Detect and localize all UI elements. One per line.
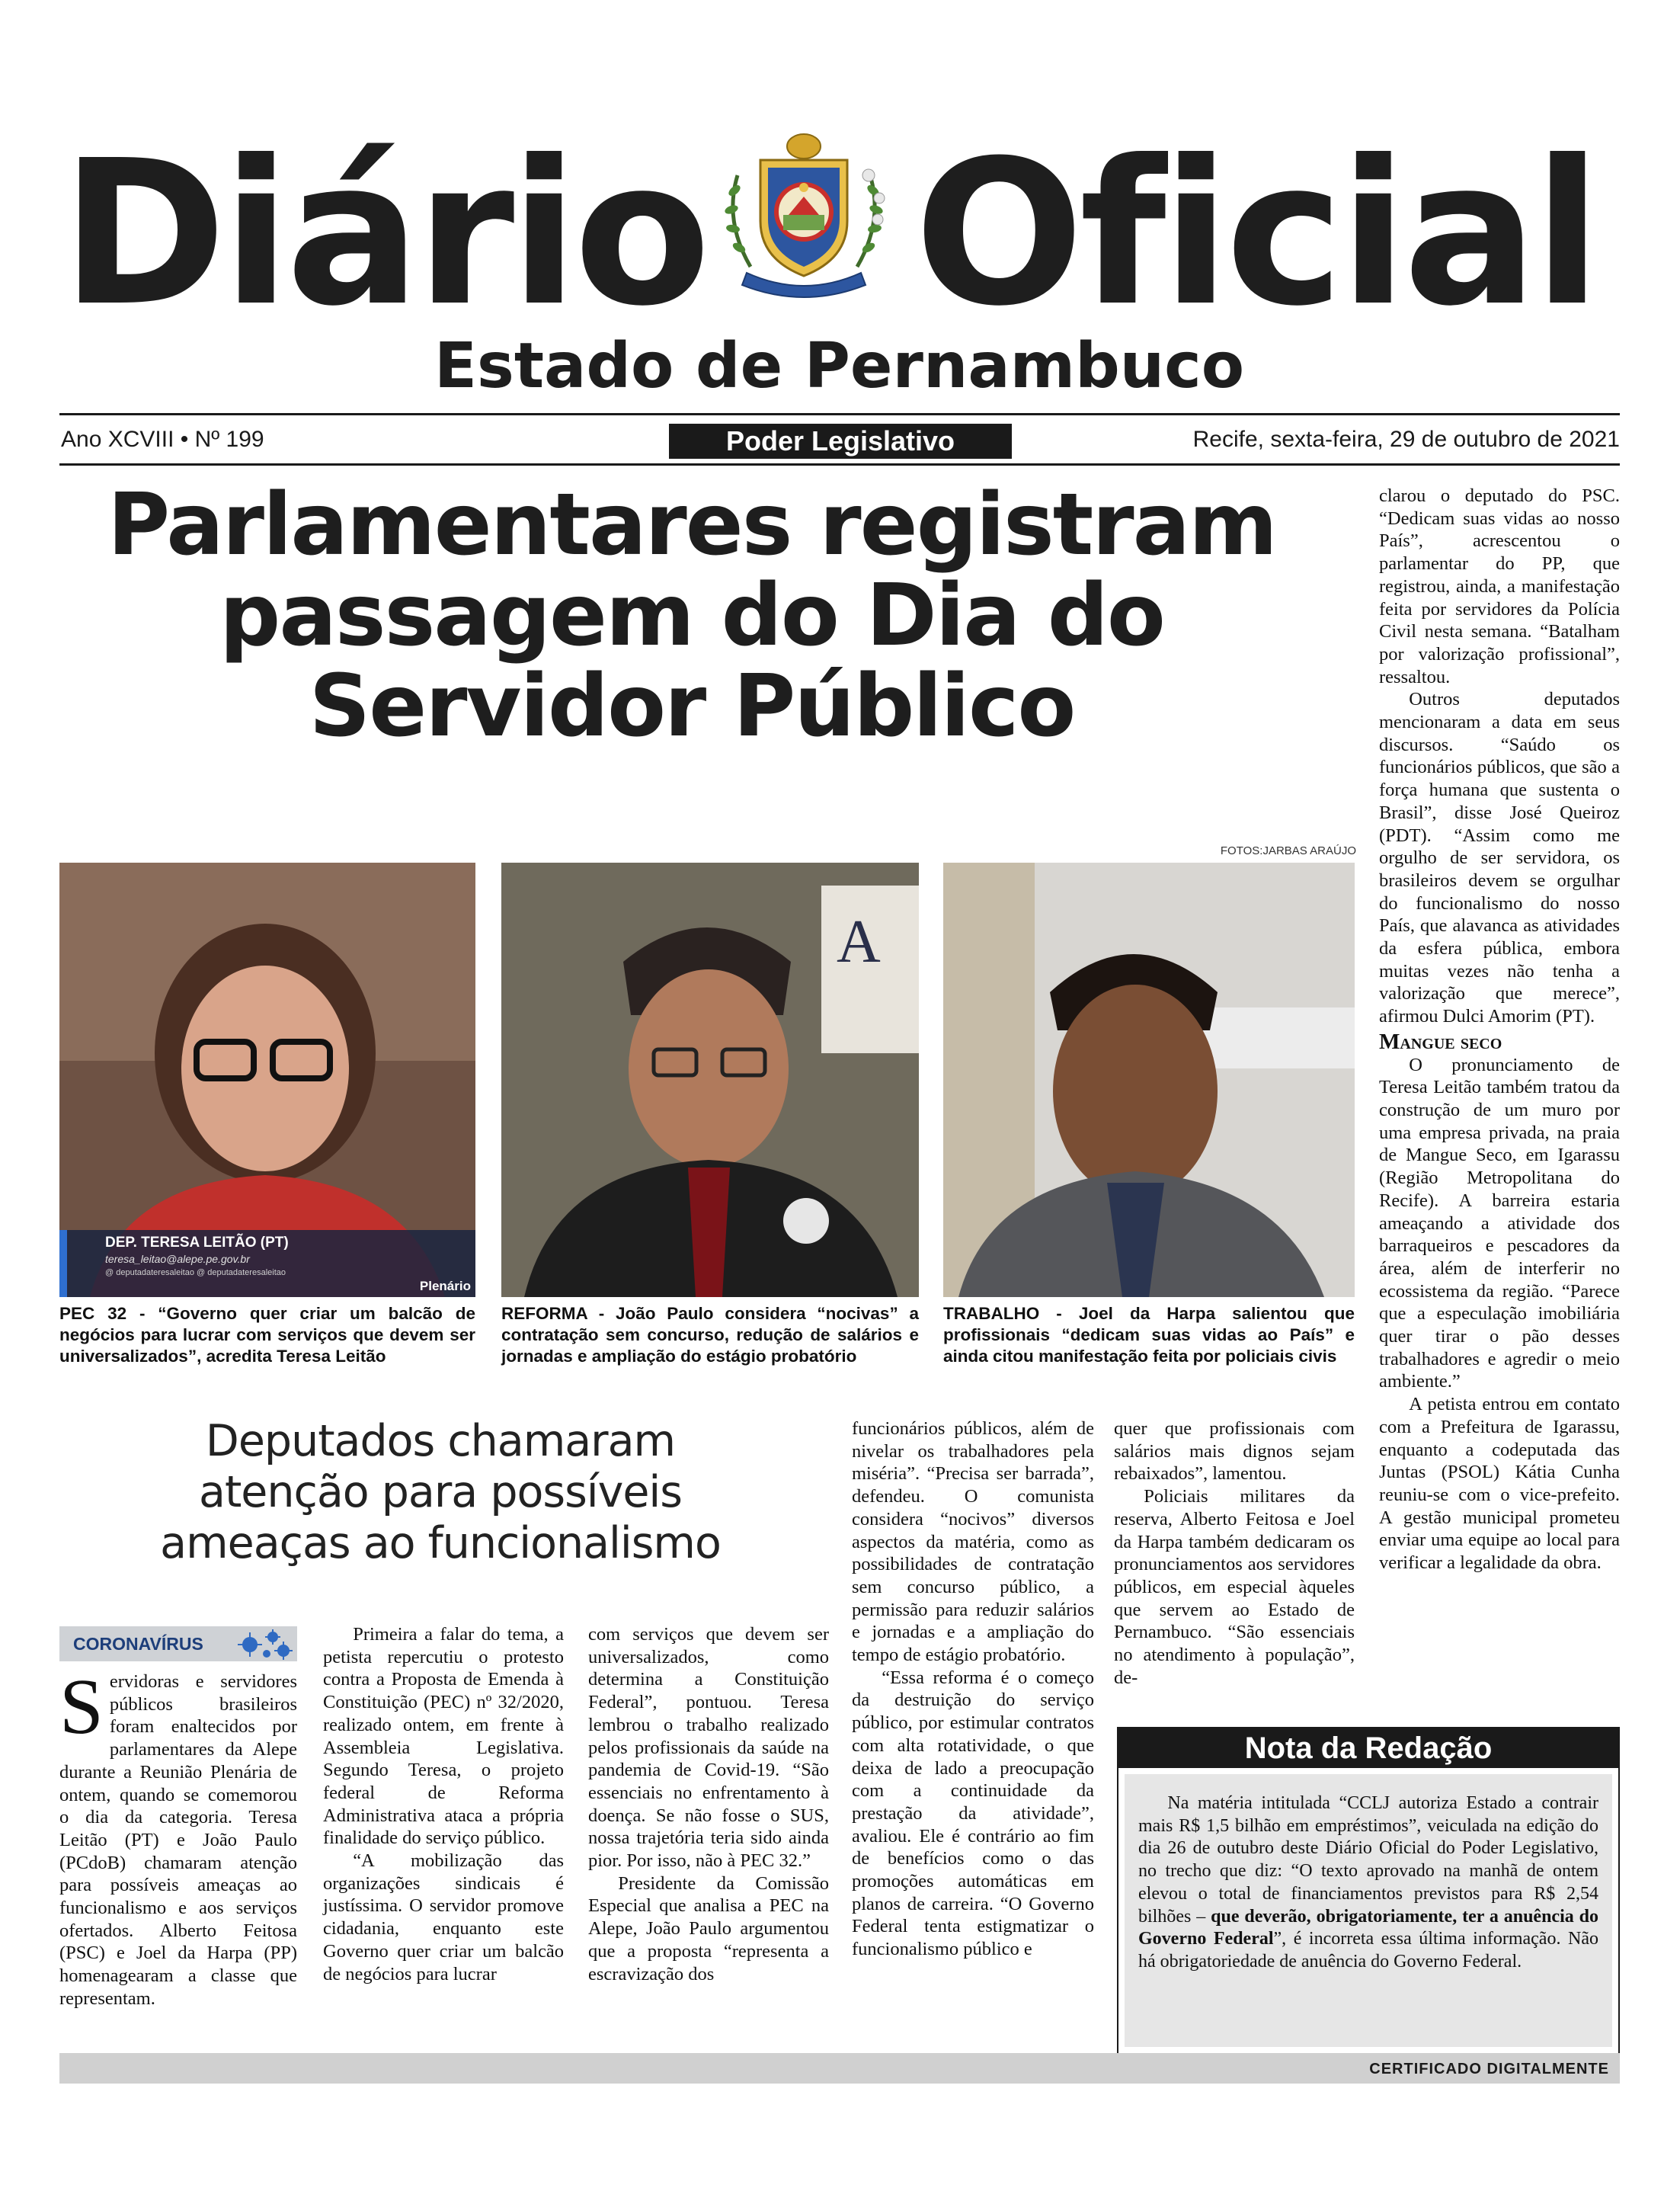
right-paragraph-3: O pronunciamento de Teresa Leitão também tratou da construção de um muro por uma empresa privada, na praia de Mangue Seco, em Igarassu (Região Metropolitana do Recife). A barreira estaria ameaçando a atividade dos barraqueiros e pescadores da área, além de interferir no ecossistema da região. “Parece que a especulação imobiliária quer tirar o pão desses trabalhadores e agredir o meio ambiente.” [1379,1054,1620,1392]
deck-line-3: ameaças ao funcionalismo [160,1518,721,1568]
article-column-2 [323,1623,564,1985]
masthead-title-left: Diário [61,117,707,350]
headline-line-2: passagem do Dia do [219,566,1164,665]
virus-icon [233,1628,297,1660]
article-column-right [1379,485,1620,1574]
lower-third-email: teresa_leitao@alepe.pe.gov.br [105,1253,250,1265]
photo-joel-da-harpa [943,863,1355,1297]
lower-third-social: @ deputadateresaleitao @ deputadateresaleitao [105,1268,286,1277]
right-paragraph-2: Outros deputados mencionaram a data em seus discursos. “Saúdo os funcionários públicos, que são a força humana que sustenta o Brasil”, disse José Queiroz (PDT). “Assim como me orgulho de ser servidora, os brasileiros devem se orgulhar do funcionalismo do nosso País, que alavanca as atividades da esfera pública, embora muitas vezes não tenha a valorização que merece”, afirmou Dulci Amorim (PT). [1379,689,1620,1027]
main-headline [59,476,1324,756]
note-text-before: Na matéria intitulada “CCLJ autoriza Estado a contrair mais R$ 1,5 bilhão em empréstimos”, veiculada na edição do dia 26 de outubro deste Diário Oficial do Poder Legislativo, no trecho que diz: “O texto aprovado na manhã de ontem elevou o total de financiamentos previstos para R$ 2,54 bilhões – [1138,1793,1598,1927]
photo-caption-1: PEC 32 - “Governo quer criar um balcão de negócios para lucrar com serviços que devem ser universalizados”, acredita Teresa Leitão [59,1304,475,1366]
column-3-paragraph-2: Presidente da Comissão Especial que analisa a PEC na Alepe, João Paulo argumentou que a proposta “representa a escravização dos [588,1872,829,1984]
subhead-mangue-seco: Mangue seco [1379,1029,1502,1054]
pernambuco-coat-of-arms-icon [716,130,891,299]
right-paragraph-1: clarou o deputado do PSC. “Dedicam suas vidas ao nosso País”, acrescentou o parlamentar do PP, que registrou, ainda, a manifestação feita por servidores da Polícia Civil nesta semana. “Batalham por valorização profissional”, ressaltou. [1379,485,1620,687]
column-5-paragraph-1: quer que profissionais com salários mais dignos sejam rebaixados”, lamentou. [1114,1418,1355,1485]
edition-number: Ano XCVIII • Nº 199 [61,427,264,452]
drop-cap: S [59,1663,104,1751]
photo-teresa-leitao [59,863,475,1297]
editorial-note-text [1138,1792,1598,1974]
right-paragraph-4: A petista entrou em contato com a Prefeitura de Igarassu, enquanto a codeputada das Juntas (PSOL) Kátia Cunha reuniu-se com o vice-prefeito. A gestão municipal prometeu enviar uma equipe ao local para verificar a legalidade da obra. [1379,1394,1620,1574]
section-label: Poder Legislativo [669,424,1012,459]
column-2-paragraph-1: Primeira a falar do tema, a petista repercutiu o protesto contra a Proposta de Emenda à Constituição (PEC) nº 32/2020, realizado ontem, em frente à Assembleia Legislativa. Segundo Teresa, o projeto federal de Reforma Administrativa ataca a própria finalidade do serviço público. [323,1624,564,1849]
photo-caption-2: REFORMA - João Paulo considera “nocivas” a contratação sem concurso, redução de salários e jornadas e ampliação do estágio probatório [501,1304,919,1366]
column-1-text: ervidoras e servidores públicos brasileiros foram enaltecidos por parlamentares da Alepe durante a Reunião Plenária de ontem, quando se comemorou o dia da categoria. Teresa Leitão (PT) e João Paulo (PCdoB) chamaram atenção para possíveis ameaças ao funcionalismo e aos serviços ofertados. Alberto Feitosa (PSC) e Joel da Harpa (PP) homenagearam a classe que representam. [59,1671,297,2009]
tag-label: CORONAVÍRUS [73,1634,203,1654]
article-deck [59,1416,821,1569]
note-text-after: ”, é incorreta essa última informação. Não há obrigatoriedade de anuência do Governo Federal. [1138,1929,1599,1972]
article-column-3 [588,1623,829,1985]
lower-third-name: DEP. TERESA LEITÃO (PT) [105,1235,289,1251]
column-4-paragraph-1: funcionários públicos, além de nivelar os trabalhadores pela miséria”. “Precisa ser barrada”, defendeu. O comunista considera “nocivos” diversos aspectos da matéria, como as possibilidades de contratação sem concurso público, a permissão para reduzir salários e jornadas e a ampliação do tempo de estágio probatório. [852,1418,1094,1666]
masthead-title-right: Oficial [914,117,1598,350]
photo-credit: FOTOS:JARBAS ARAÚJO [1220,844,1356,857]
article-column-4 [852,1417,1094,1961]
article-column-1 [59,1663,297,2010]
svg-text:A: A [837,908,881,975]
lower-third-tag: Plenário [419,1279,471,1293]
footer-label: CERTIFICADO DIGITALMENTE [1369,2061,1609,2077]
article-column-5 [1114,1417,1355,1689]
coronavirus-tag [59,1626,297,1661]
column-3-paragraph-1: com serviços que devem ser universalizados, como determina a Constituição Federal”, pontuou. Teresa lembrou o trabalho realizado pelos profissionais da saúde na pandemia de Covid-19. “São essenciais no enfrentamento à doença. Se não fosse o SUS, nossa trajetória teria sido ainda pior. Por isso, não à PEC 32.” [588,1624,829,1872]
footer-bar [59,2053,1620,2084]
photo-caption-3: TRABALHO - Joel da Harpa salientou que profissionais “dedicam suas vidas ao País” e ainda citou manifestação feita por policiais civis [943,1304,1355,1366]
masthead-subtitle: Estado de Pernambuco [434,330,1245,402]
headline-line-3: Servidor Público [309,657,1075,756]
masthead-rule-top [59,413,1620,415]
editorial-note-title: Nota da Redação [1118,1728,1618,1768]
column-4-paragraph-2: “Essa reforma é o começo da destruição do serviço público, por estimular contratos com alta rotatividade, o que deixa de lado a preocupação com a continuidade da prestação da atividade”, avaliou. Ele é contrário ao fim de benefícios como o das promoções automáticas em planos de carreira. “O Governo Federal tenta estigmatizar o funcionalismo público e [852,1667,1094,1960]
headline-line-1: Parlamentares registram [107,476,1276,575]
photo-joao-paulo [501,863,919,1297]
deck-line-2: atenção para possíveis [199,1467,682,1517]
column-2-paragraph-2: “A mobilização das organizações sindicais é justíssima. O servidor promove cidadania, enquanto este Governo quer criar um balcão de negócios para lucrar [323,1850,564,1984]
deck-line-1: Deputados chamaram [205,1416,676,1466]
masthead-rule-bottom [59,463,1620,466]
editorial-note-box [1117,1727,1620,2055]
column-5-paragraph-2: Policiais militares da reserva, Alberto Feitosa e Joel da Harpa também dedicaram os pronunciamentos aos servidores públicos, em especial àqueles que servem ao Estado de Pernambuco. “São essenciais no atendimento à população”, de- [1114,1486,1355,1688]
issue-date: Recife, sexta-feira, 29 de outubro de 2021 [1192,427,1620,452]
note-text-bold: que deverão, obrigatoriamente, ter a anuência do Governo Federal [1138,1906,1598,1949]
